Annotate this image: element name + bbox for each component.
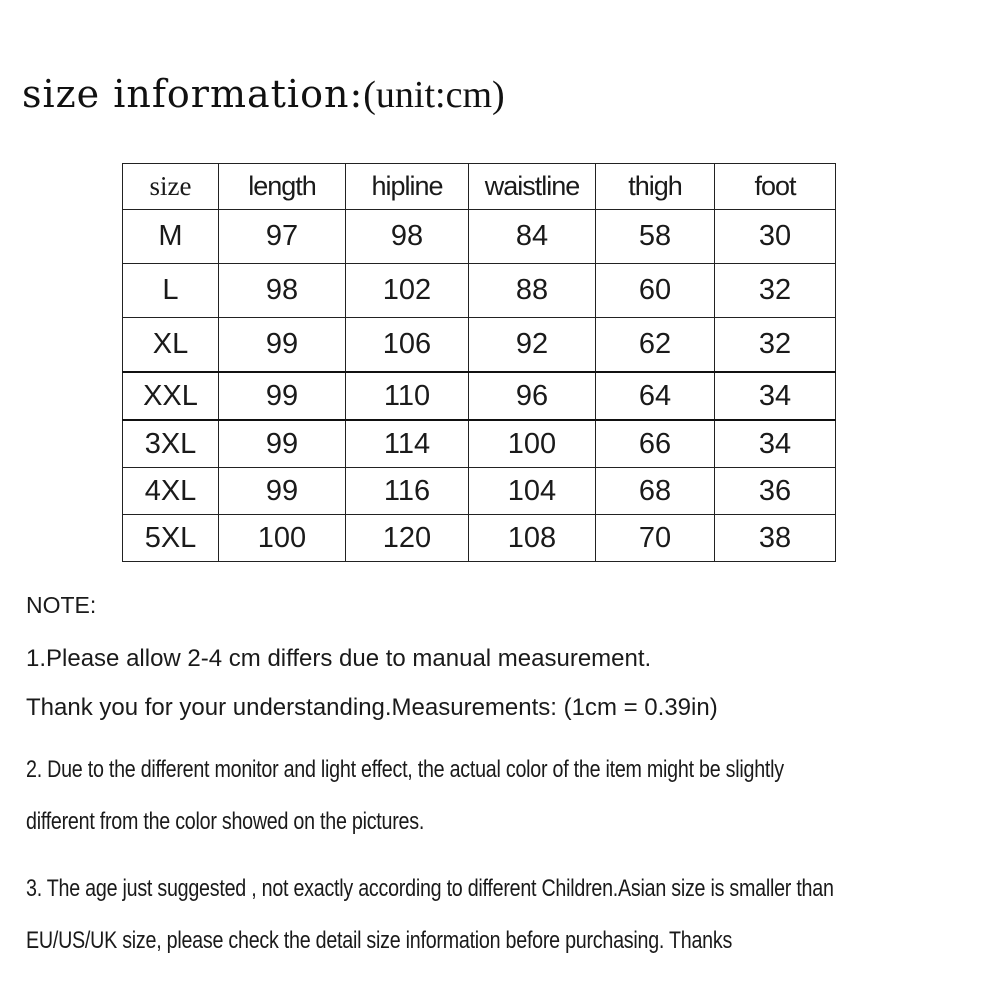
cell-size: 3XL xyxy=(123,420,219,468)
cell-foot: 30 xyxy=(715,210,836,264)
table-row xyxy=(123,372,836,420)
note-3-line-2: EU/US/UK size, please check the detail size information before purchasing. Thanks xyxy=(26,927,733,954)
size-table xyxy=(122,163,836,562)
note-1-line-2: Thank you for your understanding.Measurements: (1cm = 0.39in) xyxy=(26,694,718,721)
cell-thigh: 58 xyxy=(596,210,715,264)
cell-foot: 32 xyxy=(715,264,836,318)
table-row xyxy=(123,210,836,264)
cell-hipline: 106 xyxy=(346,318,469,373)
cell-waistline: 104 xyxy=(469,468,596,515)
cell-thigh: 64 xyxy=(596,372,715,420)
cell-waistline: 108 xyxy=(469,515,596,562)
note-3-line-1: 3. The age just suggested , not exactly according to different Children.Asian size is smaller than xyxy=(26,875,834,902)
cell-foot: 38 xyxy=(715,515,836,562)
cell-waistline: 96 xyxy=(469,372,596,420)
cell-waistline: 84 xyxy=(469,210,596,264)
cell-hipline: 98 xyxy=(346,210,469,264)
cell-waistline: 92 xyxy=(469,318,596,373)
cell-foot: 34 xyxy=(715,420,836,468)
note-2-line-1: 2. Due to the different monitor and light effect, the actual color of the item might be slightly xyxy=(26,756,784,783)
cell-size: M xyxy=(123,210,219,264)
cell-length: 98 xyxy=(219,264,346,318)
cell-length: 100 xyxy=(219,515,346,562)
title-unit: (unit:cm) xyxy=(363,74,505,116)
table-row xyxy=(123,420,836,468)
cell-size: 4XL xyxy=(123,468,219,515)
cell-length: 97 xyxy=(219,210,346,264)
cell-waistline: 100 xyxy=(469,420,596,468)
cell-hipline: 110 xyxy=(346,372,469,420)
cell-foot: 36 xyxy=(715,468,836,515)
header-waistline: waistline xyxy=(469,164,596,210)
cell-size: 5XL xyxy=(123,515,219,562)
cell-thigh: 66 xyxy=(596,420,715,468)
table-row xyxy=(123,318,836,373)
table-row xyxy=(123,515,836,562)
table-row xyxy=(123,468,836,515)
cell-waistline: 88 xyxy=(469,264,596,318)
cell-hipline: 102 xyxy=(346,264,469,318)
title-main: size information: xyxy=(22,72,364,116)
cell-size: L xyxy=(123,264,219,318)
header-thigh: thigh xyxy=(596,164,715,210)
cell-foot: 32 xyxy=(715,318,836,373)
cell-length: 99 xyxy=(219,420,346,468)
cell-size: XXL xyxy=(123,372,219,420)
notes-heading: NOTE: xyxy=(26,592,97,618)
cell-size: XL xyxy=(123,318,219,373)
cell-thigh: 70 xyxy=(596,515,715,562)
header-hipline: hipline xyxy=(346,164,469,210)
cell-hipline: 114 xyxy=(346,420,469,468)
cell-thigh: 60 xyxy=(596,264,715,318)
table-header-row xyxy=(123,164,836,210)
header-length: length xyxy=(219,164,346,210)
page-title xyxy=(22,72,505,117)
cell-hipline: 120 xyxy=(346,515,469,562)
cell-length: 99 xyxy=(219,468,346,515)
cell-foot: 34 xyxy=(715,372,836,420)
cell-hipline: 116 xyxy=(346,468,469,515)
header-size: size xyxy=(123,164,219,210)
cell-length: 99 xyxy=(219,318,346,373)
cell-thigh: 62 xyxy=(596,318,715,373)
note-2-line-2: different from the color showed on the pictures. xyxy=(26,808,425,835)
cell-length: 99 xyxy=(219,372,346,420)
header-foot: foot xyxy=(715,164,836,210)
cell-thigh: 68 xyxy=(596,468,715,515)
note-1-line-1: 1.Please allow 2-4 cm differs due to manual measurement. xyxy=(26,645,652,672)
table-row xyxy=(123,264,836,318)
